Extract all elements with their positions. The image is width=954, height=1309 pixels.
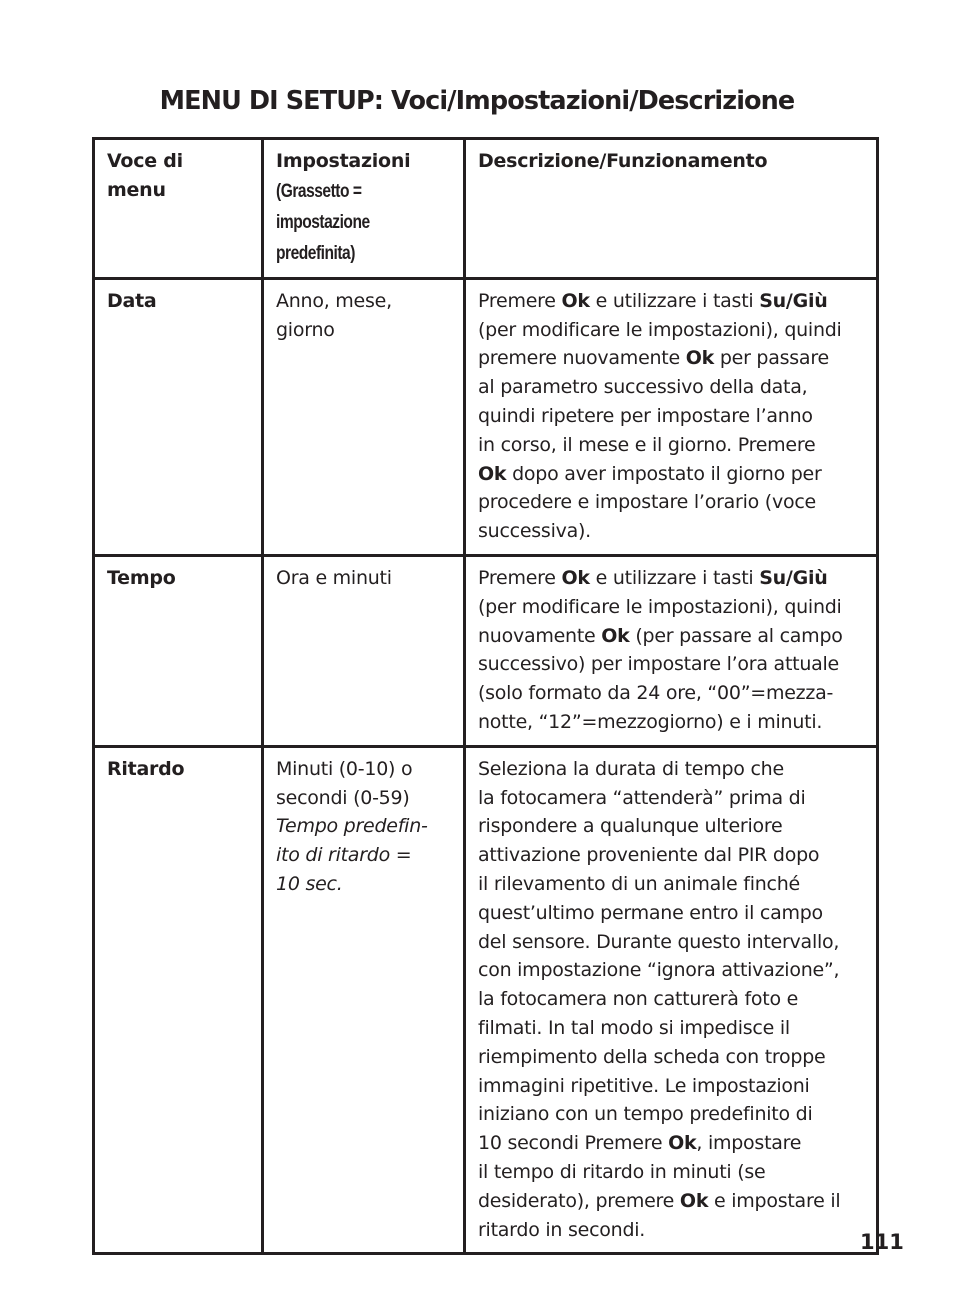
settings-line: Minuti (0-10) o: [276, 757, 413, 780]
header-cell-description: [465, 139, 878, 279]
description-line: immagini ripetitive. Le impostazioni: [478, 1074, 810, 1097]
description-line: al parametro successivo della data,: [478, 376, 808, 399]
table-row-data: [94, 278, 878, 555]
table-header-row: [94, 139, 878, 279]
table-row-ritardo: [94, 746, 878, 1254]
table-row-tempo: [94, 555, 878, 746]
description-line: 10 secondi Premere Ok, impostare: [478, 1132, 802, 1155]
item-name: Tempo: [107, 566, 176, 589]
description-line: la fotocamera non catturerà foto e: [478, 988, 799, 1011]
description-line: iniziano con un tempo predefinito di: [478, 1103, 813, 1126]
description-line: (per modificare le impostazioni), quindi: [478, 318, 842, 341]
description-line: premere nuovamente Ok per passare: [478, 347, 829, 370]
description-line: con impostazione “ignora attivazione”,: [478, 959, 840, 982]
item-cell: [94, 746, 263, 1254]
description-line: notte, “12”=mezzogiorno) e i minuti.: [478, 710, 823, 733]
settings-line: Anno, mese,: [276, 289, 392, 312]
description-line: il tempo di ritardo in minuti (se: [478, 1160, 766, 1183]
description-cell: [465, 555, 878, 746]
description-line: riempimento della scheda con troppe: [478, 1045, 826, 1068]
header-cell-item: [94, 139, 263, 279]
description-cell: [465, 746, 878, 1254]
description-line: del sensore. Durante questo intervallo,: [478, 930, 840, 953]
description-line: successivo) per impostare l’ora attuale: [478, 653, 839, 676]
item-cell: [94, 555, 263, 746]
settings-line: secondi (0-59): [276, 786, 410, 809]
description-line: quindi ripetere per impostare l’anno: [478, 404, 813, 427]
header-settings-note: predefinita): [276, 242, 355, 264]
default-note-line: 10 sec.: [276, 872, 343, 895]
description-cell: [465, 278, 878, 555]
description-line: Ok dopo aver impostato il giorno per: [478, 462, 822, 485]
default-note-line: ito di ritardo =: [276, 844, 412, 867]
header-cell-settings: [263, 139, 465, 279]
settings-cell: [263, 555, 465, 746]
settings-line: giorno: [276, 318, 335, 341]
header-item-line: menu: [107, 178, 166, 201]
header-description-title: Descrizione/Funzionamento: [478, 150, 768, 172]
item-name: Ritardo: [107, 757, 185, 780]
default-note-line: Tempo predefin-: [276, 815, 428, 838]
description-line: procedere e impostare l’orario (voce: [478, 491, 816, 514]
description-line: Premere Ok e utilizzare i tasti Su/Giù: [478, 566, 828, 589]
page-title: MENU DI SETUP: Voci/Impostazioni/Descrizione: [159, 86, 795, 116]
description-line: successiva).: [478, 520, 591, 543]
header-settings-title: Impostazioni: [276, 150, 411, 172]
header-settings-note: impostazione: [276, 211, 370, 233]
item-cell: [94, 278, 263, 555]
item-name: Data: [107, 289, 157, 312]
description-line: ritardo in secondi.: [478, 1218, 646, 1241]
description-line: (per modificare le impostazioni), quindi: [478, 595, 842, 618]
description-line: desiderato), premere Ok e impostare il: [478, 1189, 841, 1212]
page-number: 111: [860, 1230, 904, 1254]
description-line: la fotocamera “attenderà” prima di: [478, 786, 806, 809]
description-line: Seleziona la durata di tempo che: [478, 757, 784, 780]
description-line: nuovamente Ok (per passare al campo: [478, 624, 843, 647]
description-line: quest’ultimo permane entro il campo: [478, 901, 823, 924]
header-item-line: Voce di: [107, 150, 183, 172]
settings-line: Ora e minuti: [276, 566, 392, 589]
description-line: filmati. In tal modo si impedisce il: [478, 1016, 790, 1039]
description-line: in corso, il mese e il giorno. Premere: [478, 433, 816, 456]
description-line: rispondere a qualunque ulteriore: [478, 815, 783, 838]
description-line: Premere Ok e utilizzare i tasti Su/Giù: [478, 289, 828, 312]
setup-menu-table: [92, 137, 879, 1255]
description-line: (solo formato da 24 ore, “00”=mezza-: [478, 682, 834, 705]
description-line: attivazione proveniente dal PIR dopo: [478, 844, 820, 867]
description-line: il rilevamento di un animale finché: [478, 872, 800, 895]
header-settings-note: (Grassetto =: [276, 180, 362, 202]
settings-cell: [263, 746, 465, 1254]
settings-cell: [263, 278, 465, 555]
